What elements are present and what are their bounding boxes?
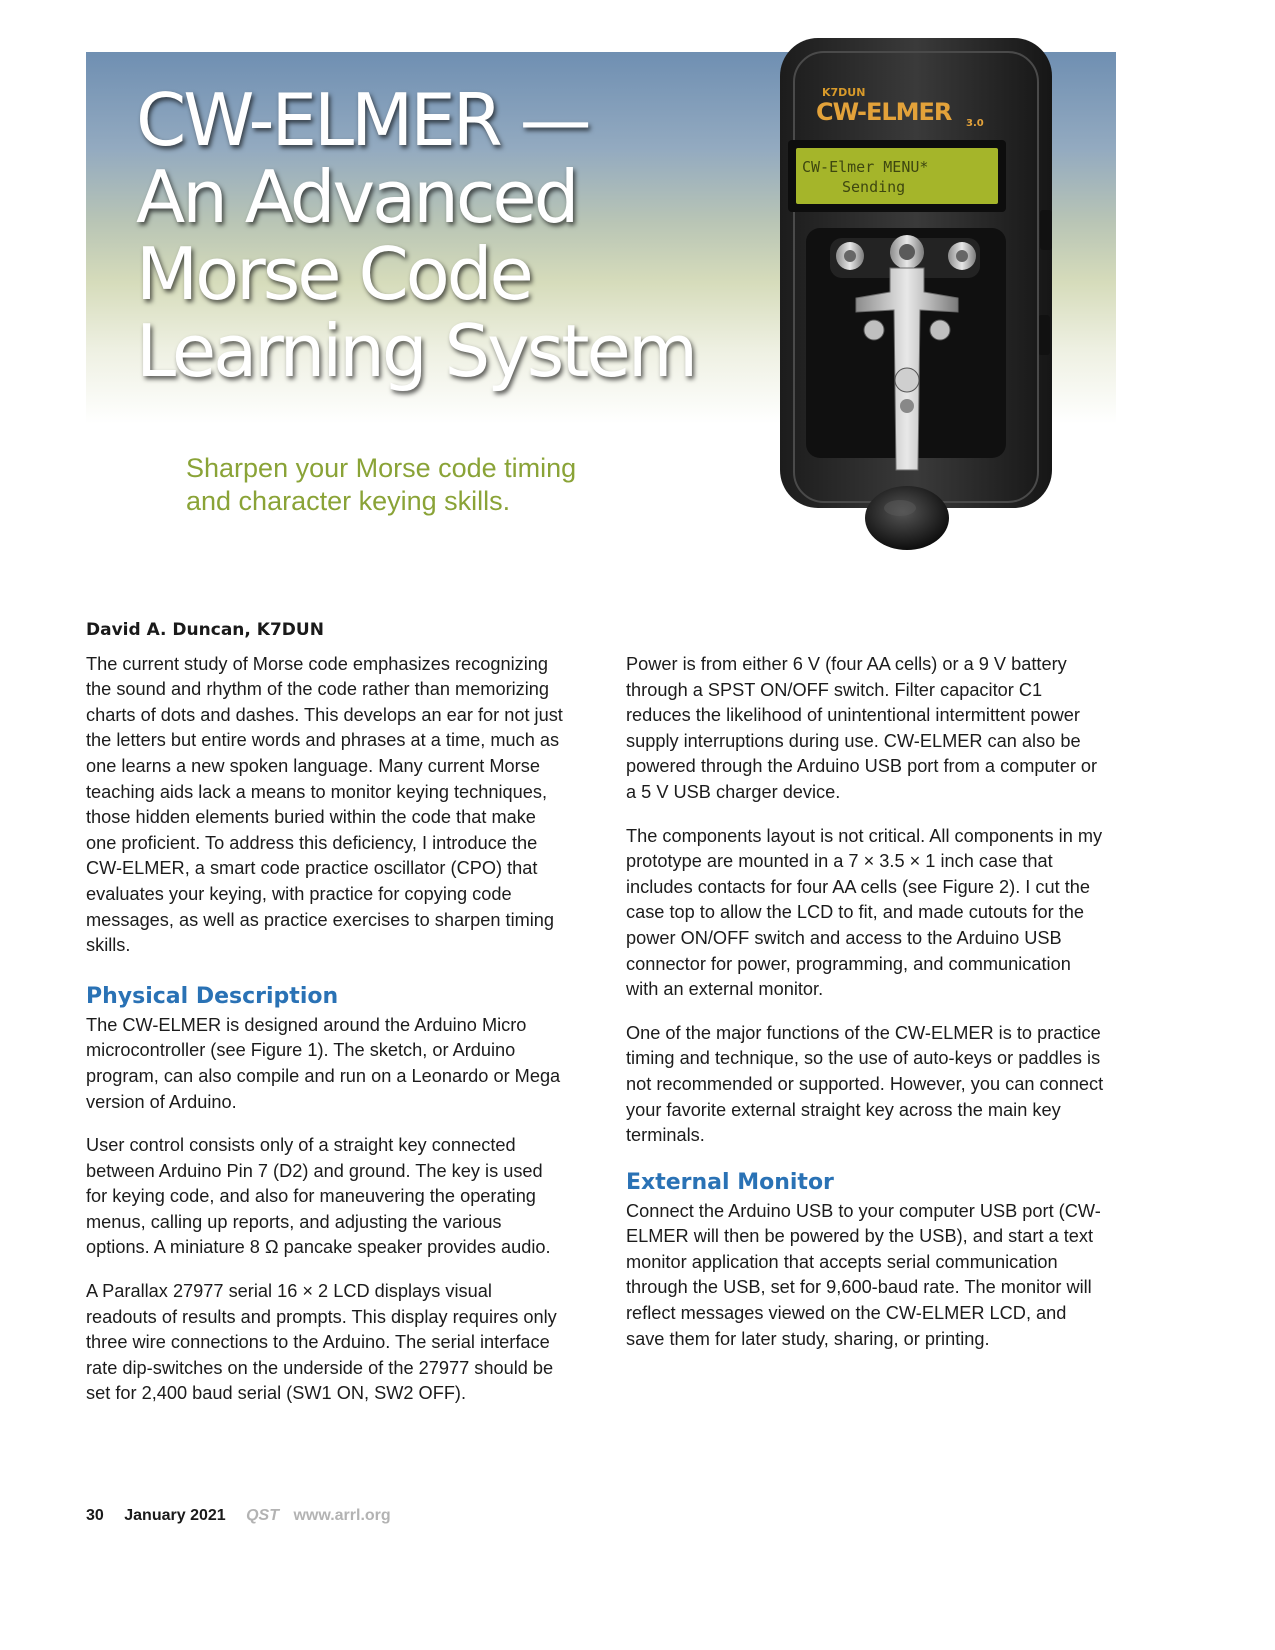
magazine-name: QST [246, 1507, 279, 1524]
heading-external-monitor: External Monitor [626, 1169, 834, 1195]
key-terminal-center-screw [899, 244, 915, 260]
title-line-3: Morse Code [136, 232, 531, 316]
key-terminal-left-screw [844, 250, 856, 262]
paragraph-timing: One of the major functions of the CW-ELMER is to practice timing and technique, so the use of auto-keys or paddles is not recommended or supported. However, you can connect your favorite external straight key across the main key terminals. [626, 1022, 1104, 1146]
device-brand-label: K7DUN [822, 86, 866, 99]
intro-paragraph: The current study of Morse code emphasizes recognizing the sound and rhythm of the code rather than memorizing charts of dots and dashes. This develops an ear for not just the letters but entire words and phrases at a time, much as one learns a new spoken language. Many current Morse teaching aids lack a means to monitor keying techniques, those hidden elements buried within the code that make one proficient. To address this deficiency, I introduce the CW-ELMER, a smart code practice oscillator (CPO) that evaluates your keying, with practice for copying code messages, as well as practice exercises to sharpen timing skills. [86, 653, 563, 956]
title-line-1: CW-ELMER — [136, 78, 589, 162]
paragraph-user-control: User control consists only of a straight key connected between Arduino Pin 7 (D2) and ground. The key is used for keying code, and also for maneuvering the operating menus, calling up reports, and adjusting the various options. A miniature 8 Ω pancake speaker provides audio. [86, 1135, 551, 1258]
key-terminal-right-screw [956, 250, 968, 262]
article-deck [186, 452, 576, 518]
cw-elmer-device-photo [770, 30, 1070, 650]
page-footer [86, 1507, 407, 1525]
title-line-2: An Advanced [136, 155, 577, 239]
paragraph-lcd-display: A Parallax 27977 serial 16 × 2 LCD displays visual readouts of results and prompts. This display requires only three wire connections to the Arduino. The serial interface rate dip-switches on the underside of the 27977 should be set for 2,400 baud serial (SW1 ON, SW2 OFF). [86, 1281, 557, 1404]
column-left [86, 618, 566, 1425]
paragraph-layout: The components layout is not critical. All components in my prototype are mounted in a 7 × 3.5 × 1 inch case that includes contacts for four AA cells (see Figure 2). I cut the case top to allow the LCD to fit, and made cutouts for the power ON/OFF switch and access to the Arduino USB connector for power, programming, and communication with an external monitor. [626, 825, 1103, 1000]
heading-physical-description: Physical Description [86, 983, 339, 1009]
key-contact-screw [895, 368, 919, 392]
website-link[interactable]: www.arrl.org [293, 1507, 391, 1524]
issue-date: January 2021 [124, 1507, 226, 1524]
device-side-port [1038, 315, 1050, 355]
column-right [626, 652, 1106, 1370]
key-pivot-right [930, 320, 950, 340]
straight-key-knob [865, 486, 949, 550]
title-line-4: Learning System [136, 309, 695, 393]
author-byline: David A. Duncan, K7DUN [86, 620, 324, 640]
deck-line-1: Sharpen your Morse code timing [186, 453, 577, 483]
knob-highlight [884, 500, 916, 516]
page-number: 30 [86, 1507, 104, 1524]
paragraph-arduino-micro: The CW-ELMER is designed around the Arduino Micro microcontroller (see Figure 1). The sketch, or Arduino program, can also compile and run on a Leonardo or Mega version of Arduino. [86, 1014, 561, 1112]
paragraph-external-monitor: Connect the Arduino USB to your computer USB port (CW-ELMER will then be powered by the USB), and start a text monitor application that accepts serial communication through the USB, set for 9,600-baud rate. The monitor will reflect messages viewed on the CW-ELMER LCD, and save them for later study, sharing, or printing. [626, 1200, 1101, 1349]
deck-line-2: and character keying skills. [186, 486, 511, 516]
lcd-text-line-2: Sending [842, 178, 906, 196]
paragraph-power: Power is from either 6 V (four AA cells) or a 9 V battery through a SPST ON/OFF switch. Filter capacitor C1 reduces the likelihood of unintentional intermittent power supply interruptions during use. CW-ELMER can also be powered through the Arduino USB port from a computer or a 5 V USB charger device. [626, 654, 1098, 802]
lcd-text-line-1: CW-Elmer MENU* [802, 158, 929, 176]
device-model-label: CW-ELMER [816, 98, 952, 126]
key-contact-point [900, 399, 914, 413]
article-title [136, 78, 695, 393]
device-side-switch [1040, 210, 1052, 250]
key-pivot-left [864, 320, 884, 340]
device-version-label: 3.0 [966, 118, 984, 129]
